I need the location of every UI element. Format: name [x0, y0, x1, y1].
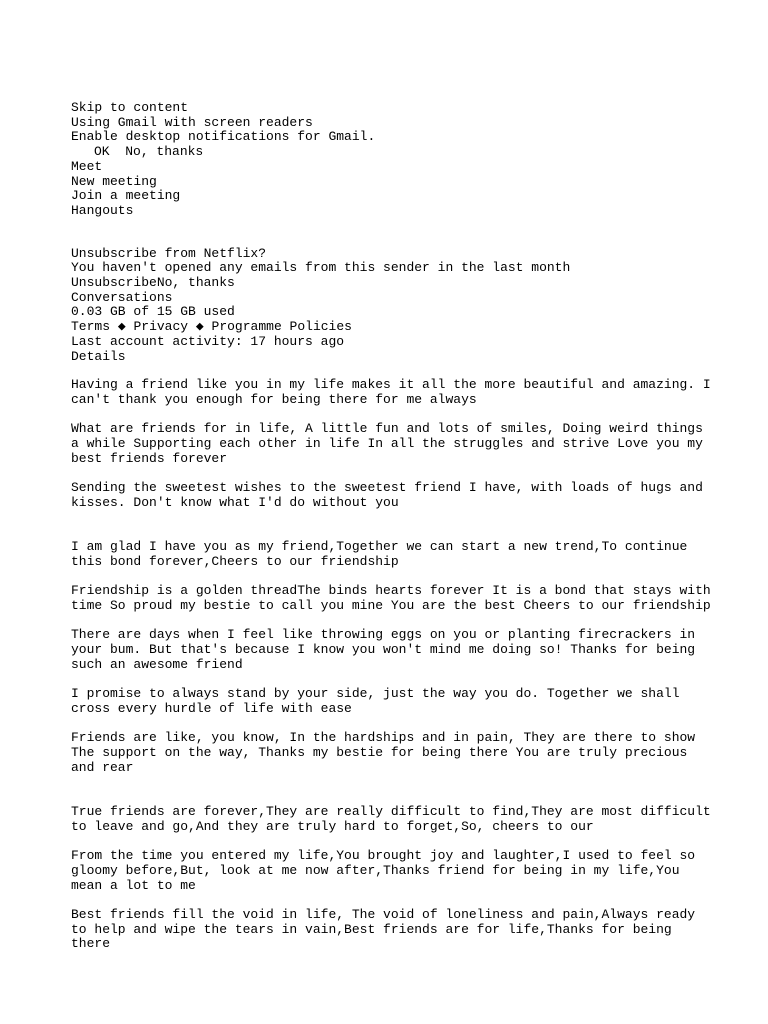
message-paragraph: Friendship is a golden threadThe binds hearts forever It is a bond that stays with time So proud my bestie to call you mine You are the best Cheers to our friendship — [71, 583, 711, 614]
screen-readers-link[interactable]: Using Gmail with screen readers — [71, 114, 313, 130]
last-account-activity: Last account activity: 17 hours ago — [71, 333, 345, 349]
message-paragraph: Friends are like, you know, In the hardships and in pain, They are there to show The support on the way, Thanks my bestie for being there You are truly precious and rear — [71, 730, 696, 775]
message-paragraph: What are friends for in life, A little fun and lots of smiles, Doing weird things a while Supporting each other in life In all the struggles and strive Love you my best friends forever — [71, 421, 703, 466]
details-link[interactable]: Details — [71, 348, 126, 364]
privacy-link[interactable]: Privacy — [133, 319, 189, 335]
storage-usage: 0.03 GB of 15 GB used — [71, 304, 235, 320]
message-paragraph: I am glad I have you as my friend,Together we can start a new trend,To continue this bond forever,Cheers to our friendship — [71, 539, 688, 569]
message-paragraph: Having a friend like you in my life makes it all the more beautiful and amazing. I can't thank you enough for being there for me always — [71, 377, 711, 407]
message-paragraph: Best friends fill the void in life, The void of loneliness and pain,Always ready to help and wipe the tears in vain,Best friends are for life,Thanks for being there — [71, 907, 696, 952]
message-paragraph: Sending the sweetest wishes to the sweetest friend I have, with loads of hugs and kisses. Don't know what I'd do without you — [71, 480, 703, 510]
unsubscribe-actions — [71, 276, 711, 291]
programme-policies-link[interactable]: Programme Policies — [211, 319, 352, 335]
message-body — [71, 378, 711, 952]
new-meeting-link[interactable]: New meeting — [71, 173, 157, 189]
no-thanks-button[interactable]: No, thanks — [125, 144, 204, 160]
meet-heading: Meet — [71, 158, 103, 174]
notifications-prompt: Enable desktop notifications for Gmail. — [71, 129, 376, 145]
join-meeting-link[interactable]: Join a meeting — [71, 188, 181, 204]
conversations-label: Conversations — [71, 289, 173, 305]
message-paragraph: I promise to always stand by your side, just the way you do. Together we shall cross every hurdle of life with ease — [71, 686, 680, 716]
ok-button[interactable]: OK — [94, 144, 110, 160]
terms-link[interactable]: Terms — [71, 319, 111, 335]
unsubscribe-button[interactable]: Unsubscribe — [71, 275, 157, 291]
message-paragraph: True friends are forever,They are really difficult to find,They are most difficult to leave and go,And they are truly hard to forget,So, cheers to our — [71, 804, 711, 834]
hangouts-heading: Hangouts — [71, 202, 134, 218]
message-paragraph: There are days when I feel like throwing eggs on you or planting firecrackers in your bum. But that's because I know you won't mind me doing so! Thanks for being such an awesome friend — [71, 627, 696, 672]
unsubscribe-reason: You haven't opened any emails from this sender in the last month — [71, 260, 571, 276]
separator-diamond-icon: ◆ — [195, 319, 204, 335]
separator-diamond-icon: ◆ — [117, 319, 126, 335]
gmail-text-page — [71, 101, 711, 967]
skip-to-content-link[interactable]: Skip to content — [71, 100, 189, 115]
unsubscribe-question: Unsubscribe from Netflix? — [71, 245, 267, 261]
unsubscribe-no-thanks-button[interactable]: No, thanks — [156, 275, 235, 291]
message-paragraph: From the time you entered my life,You brought joy and laughter,I used to feel so gloomy before,But, look at me now after,Thanks friend for being in my life,You mean a lot to me — [71, 848, 696, 893]
footer-links — [71, 320, 711, 335]
notifications-actions — [71, 145, 711, 160]
